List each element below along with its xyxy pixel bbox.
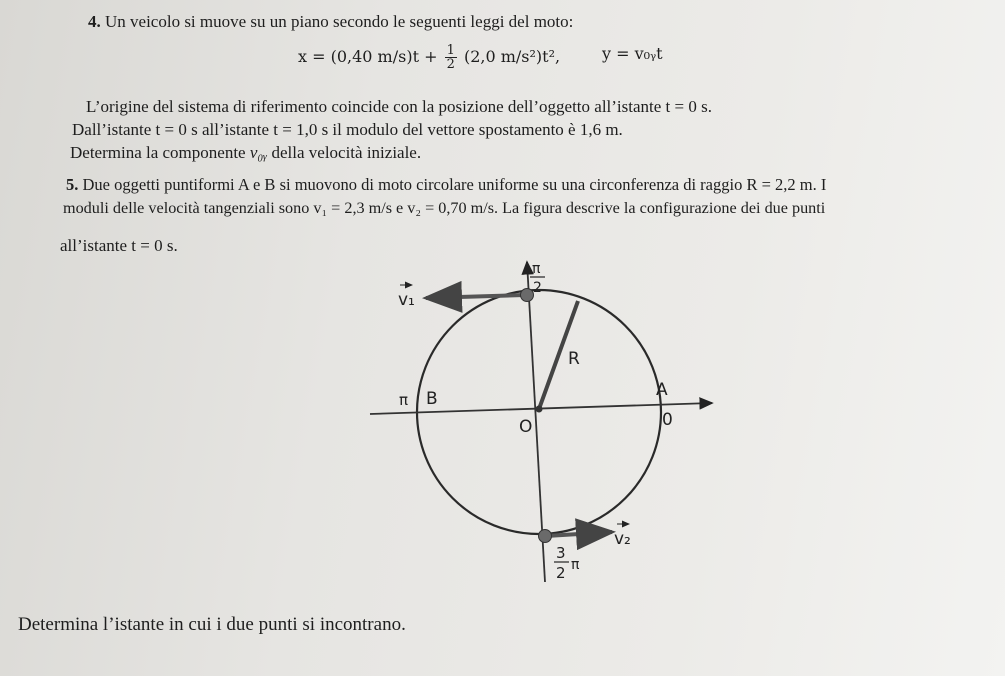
fraction-numerator: 1 xyxy=(446,43,455,58)
label-v1: v₁ xyxy=(398,290,415,310)
equation-x-left: x = (0,40 m/s)t + xyxy=(298,47,438,66)
label-A: A xyxy=(656,380,668,400)
problem-4-variable: v₀ᵧ xyxy=(249,143,268,162)
label-B: B xyxy=(426,389,438,409)
label-pi: π xyxy=(399,391,409,409)
problem-5-number: 5. xyxy=(66,175,79,194)
label-zero: 0 xyxy=(662,410,673,430)
problem-4-line-1: L’origine del sistema di riferimento coincide con la posizione dell’oggetto all’istante t = 0 s. xyxy=(86,97,712,116)
equation-x-right: (2,0 m/s²)t², xyxy=(463,47,561,66)
problem-5-question: Determina l’istante in cui i due punti si incontrano. xyxy=(18,614,406,635)
fraction-denominator: 2 xyxy=(446,57,455,72)
problem-4-intro-text: Un veicolo si muove su un piano secondo le seguenti leggi del moto: xyxy=(105,12,574,31)
label-three-half-pi: π xyxy=(571,557,580,573)
problem-4-line-3-pre: Determina la componente xyxy=(70,143,250,162)
label-v2: v₂ xyxy=(614,529,631,549)
velocity-v1-arrow xyxy=(426,295,524,298)
label-three-half-denominator: 2 xyxy=(556,564,566,582)
point-top xyxy=(521,289,534,302)
label-three-half-numerator: 3 xyxy=(556,544,566,562)
problem-4-number: 4. xyxy=(88,12,101,31)
label-R: R xyxy=(568,349,580,369)
center-point xyxy=(536,406,543,413)
equation-y: y = v₀ᵧt xyxy=(602,44,663,63)
problem-5-line-1-text: Due oggetti puntiformi A e B si muovono di moto circolare uniforme su una circonferenza di raggio R = 2,2 m. I xyxy=(82,175,827,194)
point-bottom xyxy=(539,530,552,543)
problem-4-line-2: Dall’istante t = 0 s all’istante t = 1,0 s il modulo del vettore spostamento è 1,6 m. xyxy=(72,120,623,139)
problem-5-line-3: all’istante t = 0 s. xyxy=(60,236,178,255)
label-pi-half-numerator: π xyxy=(532,261,541,277)
label-pi-half-denominator: 2 xyxy=(533,280,542,296)
problem-4-line-3-post: della velocità iniziale. xyxy=(267,143,422,162)
problem-5-line-2: moduli delle velocità tangenziali sono v₁ = 2,3 m/s e v₂ = 0,70 m/s. La figura descrive la configurazione dei due punti xyxy=(63,199,826,217)
label-O: O xyxy=(519,417,533,437)
